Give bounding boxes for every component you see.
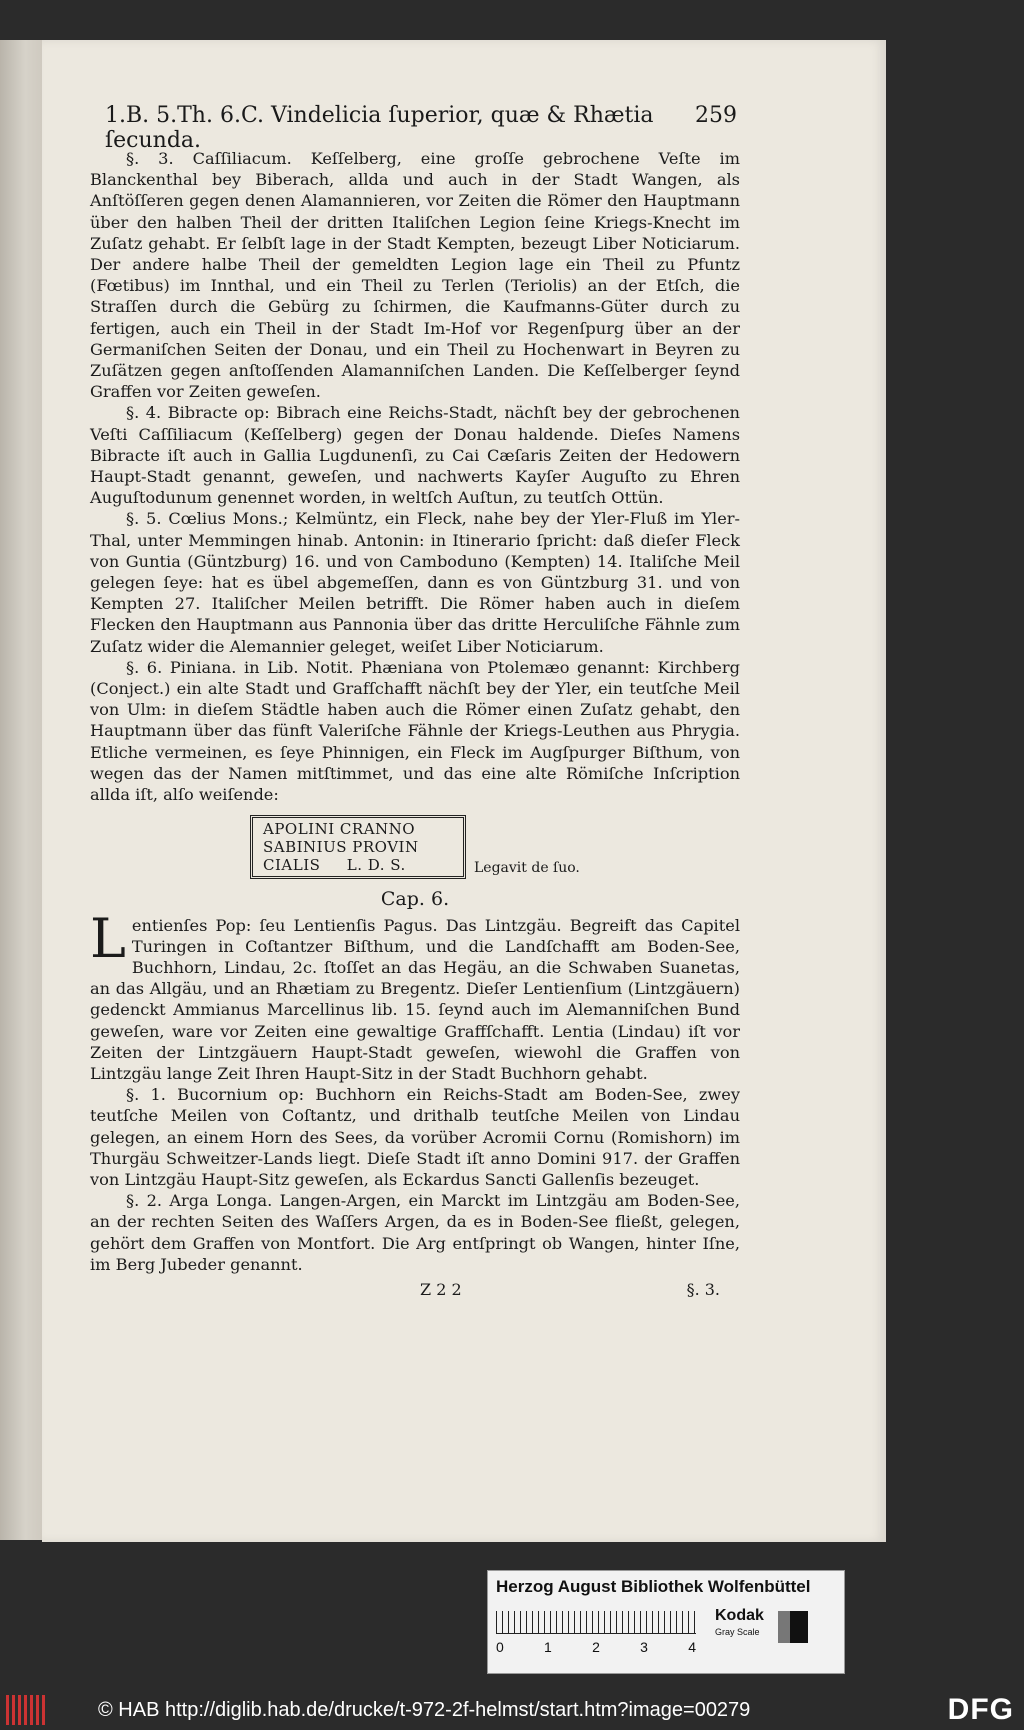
ruler-number: 1 xyxy=(544,1639,552,1655)
page-footer xyxy=(90,1279,740,1300)
header-title: 1.B. 5.Th. 6.C. Vindelicia ſuperior, quæ & Rhætia ſecunda. xyxy=(105,103,654,153)
chapter-heading: Cap. 6. xyxy=(380,888,450,911)
paragraph-3: §. 3. Caſſiliacum. Keſſelberg, eine groſſe gebrochene Veſte im Blanckenthal bey Biberach, allda und auch in der Stadt Wangen, als Anſtöſſeren gegen denen Alamannieren, vor Zeiten die Römer den Hauptmann über den halben Theil der dritten Italiſchen Legion ſeine Kriegs-Knecht im Zuſatz gehabt. Er ſelbſt lage in der Stadt Kempten, bezeugt Liber Noticiarum. Der andere halbe Theil der gemeldten Legion lage ein Theil zu Pfuntz (Fœtibus) im Innthal, und ein Theil zu Terlen (Teriolis) an der Etſch, die Straſſen durch die Gebürg zu ſchirmen, die Kaufmanns-Güter durch zu fertigen, auch ein Theil in der Stadt Im-Hof vor Regenſpurg über an der Germaniſchen Seiten der Donau, und ein Theil zu Hochenwart in Beyren zu Zuſätzen gegen anſtoſſenden Alamanniſchen Landen. Die Keſſelberger ſeynd Graffen vor Zeiten geweſen. xyxy=(90,149,740,402)
viewer-bottom-bar xyxy=(0,1690,1024,1730)
barcode-icon xyxy=(6,1695,46,1725)
inscription-note: Legavit de ſuo. xyxy=(474,860,580,877)
source-url-link[interactable]: © HAB http://diglib.hab.de/drucke/t-972-2f-helmst/start.htm?image=00279 xyxy=(98,1698,751,1721)
inscription-line: SABINIUS PROVIN xyxy=(263,838,419,857)
dfg-logo: DFG xyxy=(947,1693,1014,1726)
running-header xyxy=(105,103,737,153)
inscription-block xyxy=(250,815,740,879)
ruler-number: 2 xyxy=(592,1639,600,1655)
paragraph-5: §. 5. Cœlius Mons.; Kelmüntz, ein Fleck, nahe bey der Yler-Fluß im Yler-Thal, unter Memmingen hinab. Antonin: in Itinerario ſpricht: daß dieſer Fleck von Guntia (Güntzburg) 16. und von Camboduno (Kempten) 14. Italiſche Meil gelegen ſeye: hat es übel abgemeſſen, dann es von Güntzburg 31. und von Kempten 27. Italiſcher Meilen betrifft. Die Römer haben auch in dieſem Flecken den Hauptmann aus Pannonia über das dritte Herculiſche Fähnle zum Zuſatz wider die Alemannier geleget, weiſet Liber Noticiarum. xyxy=(90,509,740,656)
page-body xyxy=(90,148,740,1300)
kodak-logo xyxy=(715,1607,773,1647)
catchword: §. 3. xyxy=(686,1279,720,1299)
facing-page-edge xyxy=(0,40,42,1540)
paragraph-c6-1: §. 1. Bucornium op: Buchhorn ein Reichs-Stadt am Boden-See, zwey teutſche Meilen von Coſtantz, und drithalb teutſche Meilen von Lindau gelegen, an einem Horn des Sees, da vorüber Acromii Cornu (Romishorn) im Thurgäu Schweitzer-Lands liegt. Dieſe Stadt iſt anno Domini 917. der Graffen von Lintzgäu Haupt-Sitz geweſen, als Eckardus Sancti Gallenſis bezeuget. xyxy=(90,1085,740,1189)
ruler-number: 4 xyxy=(688,1639,696,1655)
signature-mark: Z 2 2 xyxy=(420,1279,462,1299)
ruler-numbers xyxy=(496,1639,696,1655)
chapter-intro xyxy=(90,906,740,1085)
scale-ruler xyxy=(496,1611,696,1634)
inscription-line: CIALIS L. D. S. xyxy=(263,856,406,875)
drop-cap: L xyxy=(90,906,126,970)
chapter-intro-text: entienſes Pop: ſeu Lentienſis Pagus. Das Lintzgäu. Begreift das Capitel Turingen in Coſtantzer Biſthum, und die Landſchafft am Boden-See, Buchhorn, Lindau, 2c. ſtoſſet an das Hegäu, an die Schwaben Suanetas, an das Allgäu, und an Rhætiam zu Bregentz. Dieſer Lentienſium (Lintzgäuern) gedenckt Ammianus Marcellinus lib. 15. ſeynd auch im Alemanniſchen Bund geweſen, ware vor Zeiten eine gewaltige Graffſchafft. Lentia (Lindau) iſt vor Zeiten der Lintzgäuern Haupt-Stadt geweſen, wiewohl die Graffen von Lintzgäu lange Zeit Ihren Haupt-Sitz in der Stadt Buchhorn gehabt. xyxy=(90,915,740,1083)
ruler-number: 3 xyxy=(640,1639,648,1655)
inscription-box xyxy=(250,815,466,879)
library-color-card xyxy=(487,1570,845,1674)
ruler-number: 0 xyxy=(496,1639,504,1655)
kodak-subtitle: Gray Scale xyxy=(715,1627,760,1637)
gray-scale-patch xyxy=(778,1611,808,1643)
kodak-brand: Kodak xyxy=(715,1607,764,1624)
inscription-line: APOLINI CRANNO xyxy=(263,820,416,839)
library-title: Herzog August Bibliothek Wolfenbüttel xyxy=(496,1577,811,1596)
paragraph-6: §. 6. Piniana. in Lib. Notit. Phæniana von Ptolemæo genannt: Kirchberg (Conject.) ein alte Stadt und Grafſchafft nächſt bey der Yler, ein teutſche Meil von Ulm: in dieſem Städtle haben auch die Römer einen Zuſatz gehabt, den Hauptmann über das fünft Valeriſche Fähnle der Kriegs-Leuthen aus Phrygia. Etliche vermeinen, es ſeye Phinnigen, ein Fleck im Augſpurger Biſthum, von wegen das der Namen mitſtimmet, und das eine alte Römiſche Inſcription allda iſt, alſo weiſende: xyxy=(90,657,740,805)
paragraph-4: §. 4. Bibracte op: Bibrach eine Reichs-Stadt, nächſt bey der gebrochenen Veſti Caſſiliacum (Keſſelberg) gegen der Donau haldende. Dieſes Namens Bibracte iſt auch in Gallia Lugdunenſi, zu Cai Cæſaris Zeiten der Hedowern Haupt-Stadt genannt, geweſen, und nachwerts Kayſer Auguſto zu Ehren Auguſtodunum genennet worden, in weltſch Auſtun, zu teutſch Ottün. xyxy=(90,403,740,508)
page-number: 259 xyxy=(695,103,737,128)
paragraph-c6-2: §. 2. Arga Longa. Langen-Argen, ein Marckt im Lintzgäu am Boden-See, an der rechten Seiten des Waſſers Argen, da es in Boden-See fließt, gelegen, gehört dem Graffen von Montfort. Die Arg entſpringt ob Wangen, hinter Iſne, im Berg Jubeder genannt. xyxy=(90,1191,740,1274)
